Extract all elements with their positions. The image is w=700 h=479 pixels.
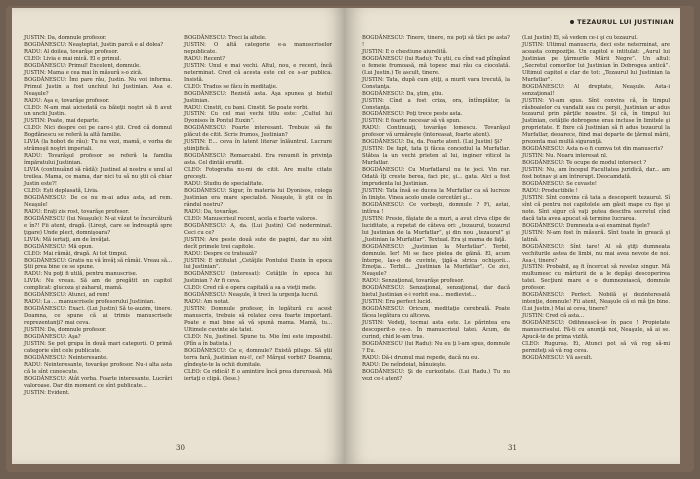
right-column-2 — [522, 35, 670, 362]
dialogue-line: BOGDĂNESCU: Cu Murfatlarul nu te joci. Vin rar. Odată îţi creste berea, faci pic, şi... gata. Alci a fost imprudenta lui Justinian. — [362, 167, 510, 188]
bullet-icon — [570, 20, 574, 24]
dialogue-line: BOGDĂNESCU: Se cuvaste! — [522, 181, 597, 188]
dialogue-line: RADU: Da, tovarăşe. — [184, 208, 239, 215]
dialogue-line: JUSTIN: Da, domnule profesor. — [24, 35, 107, 41]
dialogue-line: BOGDĂNESCU: Primul! Excelent, domnule. — [24, 62, 141, 69]
dialogue-line: JUSTIN: O altă categorie e-a manuscriselor nepublicate. — [184, 41, 332, 55]
dialogue-line: JUSTIN: Vi-am spus. Sînt convins că, în timpul răsboaielor cu vandalii sau cu perşii, Justinian ar adus tezaurul prin părţile noastre. Şi că, în timpul lui Justinian, cetăţile dobrogene erau incluse în limitele şi proprietate. E fixre că Justinian să fi adus tezaurul la Murfatlar, deoarece, fiind mai departe de ţărmul mării, prezenta mai multă siguranţă. — [522, 97, 670, 146]
dialogue-line: BOGDĂNESCU: „Justinian la Murfatlar”. Terbil, domnule. Ier! Mi se face pielea de găină. El, acum înterpe, las-o de cuvinte, ţigă-a strica ochişorii... Emoţia... Terbil... „Justinian la Murfatlar”. Ce zici, Neaşule? — [362, 243, 510, 278]
running-header — [570, 18, 674, 26]
dialogue-line: CLEO: Ruguraș. Ei, Atunci pot să vă rog să-mi permiteţi să vă rog ceva. — [522, 340, 670, 354]
dialogue-line: CLEO: Cred că e opera capitală a sa a vieţii mele. — [184, 285, 317, 292]
dialogue-line: BOGDĂNESCU: Perfect. Nobilă şi dezinteresată intenţie, domnule! Fii atent, Neaşule că ei mă ţin bine. (Lui Justin.) Mai ai ceva, tinere? — [522, 292, 670, 313]
dialogue-line: RADU: Continuaţi, tovarăşe lomescu. Tovarăşul profesor vă urmăreşte (intereasat, foarte atent). — [362, 125, 510, 139]
dialogue-line: JUSTIN: Nu. Noaru interesat nl. — [522, 153, 608, 160]
dialogue-line: RADU: Tovarăşul profesor se referă la familia împăratului Justinian. — [24, 153, 172, 167]
dialogue-line: JUSTIN: Mama e cea mai în măsură s-o zică. — [24, 69, 143, 76]
dialogue-line: BOGDĂNESCU: Neaşule, îi treci la urgenţa lucrul. — [184, 292, 319, 299]
dialogue-line: BOGDĂNESCU: Sînt tare! Al să ştiţi dumneata vechiturile astea de limbi, nu mai avea nevoie de noi. Asa-i, tinere? — [522, 243, 670, 264]
dialogue-line: LIVIA: Mă iertaţi, am de învăţat. — [24, 236, 111, 243]
dialogue-line: CLEO: Ce ridică! E o amintire încă prea dureroasă. Mă iertaţi o clipă. (Iese.) — [184, 368, 332, 382]
dialogue-line: CLEO: Livia e mai mică. El e primul. — [24, 55, 122, 62]
dialogue-line: BOGDĂNESCU: Şi de curiozitate. (Lui Radu.) Tu nu vezi ce-i atent? — [362, 368, 510, 382]
dialogue-line: BOGDĂNESCU: Atunci, ad rem! — [24, 292, 110, 299]
dialogue-line: BOGDĂNESCU: Senzaţional, senzaţional, dar dacă bietul Justinian e-i vorbit esa... medievist... — [362, 285, 510, 299]
dialogue-line: JUSTIN: Cînd a fost criza, ora, întîmplător, la Constanţa. — [362, 97, 510, 111]
dialogue-line: BOGDĂNESCU: Odihnească-se în pace ! Propietate manuscrisului. Fă-ti cu anunţă noi, Neaşule, să ai se. Apucă-te de prima vizită. — [522, 320, 670, 340]
left-page-number: 30 — [176, 444, 185, 452]
dialogue-line: JUSTIN: Tata însă se ducea la Murfatlar ca să lucreze în linişte. Vinea acolo unele cercetări şi... — [362, 187, 510, 201]
dialogue-line: JUSTIN: Vedeţi, tocmai asta este. Le părintea era descoperit-o ce-o. În manuscrisul tatei. Acum, de curind, chid le-am tras. — [362, 320, 510, 340]
dialogue-line: BOGDĂNESCU: Rezistă asta. Aşa spunea şi bietul Justinian. — [184, 90, 332, 104]
dialogue-line: RADU: Aşa e, tovarăşe profesor. — [24, 97, 110, 104]
dialogue-line: BOGDĂNESCU: Neaşteptat, Justin parcă e al dolea? — [24, 41, 164, 48]
dialogue-line: BOGDĂNESCU: Atât vorba. Foarte interesante. Lucrări valoroase. Dar din moment ce sînt publicate... — [24, 375, 172, 389]
dialogue-line: JUSTIN: Da, domnule profesor. — [24, 327, 107, 334]
dialogue-line: CLEO: Tradus se făcu în meditaţie. — [184, 83, 278, 90]
dialogue-line: RADU: Al doilea, tovarăşe profesor. — [24, 48, 119, 55]
dialogue-line: JUSTIN: De fapt, tata ţi făcea concediul la Murfatlar. Stătea la un vechi prieten al lui, inginer viticol la Murfatlar. — [362, 146, 510, 167]
dialogue-line: JUSTIN: Probabil, aş fi încercat să revelez singur. Mă multumesc cu mărturii de a le depăşi descoperirea tatei. Secţiuni mare e o dumnezeiască, domnule profesor. — [522, 264, 670, 292]
dialogue-line: JUSTIN: Poate, mai departe. — [24, 118, 100, 125]
dialogue-line: CLEO: Ești deplasată, Livia. — [24, 187, 99, 194]
dialogue-line: BOGDĂNESCU: Al dreptate, Neaşule. Asta-i senzaţional! — [522, 83, 670, 97]
dialogue-line: BOGDĂNESCU: Vă ascult. — [522, 354, 593, 361]
dialogue-line: BOGDĂNESCU: Remarcabil. Era renumit în privinţa asta. Cel dintâi erudit. — [184, 153, 332, 167]
header-title: TEZAURUL LUI JUSTINIAN — [577, 18, 674, 26]
dialogue-line: JUSTIN: Sînt convins că tata a descoperit tezaurul. Sî sînt că pentru noi capitolele am găsit mape cu fişe şi note. Sînt sigur că vaţi putea descifra secretul cînd dacă tata avea apucat să termine lucrarea. — [522, 194, 670, 222]
dialogue-line: BOGDĂNESCU: Oricum, meditaţie cerebrală. Poate făcea legătura cu altceva. — [362, 306, 510, 320]
dialogue-line: RADU: Erați zis rost, tovarăşe profesor. — [24, 208, 130, 215]
dialogue-line: JUSTIN: E... ceva în latent literar înlăuntrul. Lucrare ştiinţifică. — [184, 139, 332, 153]
dialogue-line: BOGDĂNESCU: Gratis nu vă învăţ să rămâi. Vreau să... Ştii prea bine ce se spune. — [24, 257, 172, 271]
dialogue-line: RADU: Productibile ! — [522, 187, 578, 194]
dialogue-line: BOGDĂNESCU: Exact. (Lui Justin) Să te-auzim, tinere. Doamna, ce spune că ai trimis manuscrisele reprezentanţi? mai ceva. — [24, 306, 172, 327]
dialogue-line: BOGDĂNESCU: Treci la altele. — [184, 35, 267, 41]
right-column-1 — [362, 35, 510, 383]
dialogue-line: RADU: Neinteresante, tovarăşe profesor. Nu-i alta asta că le sînt cunoscute. — [24, 361, 172, 375]
left-page — [12, 8, 346, 464]
dialogue-line: JUSTIN: N-am fost în măsură. Sînt toate în greacă şi latină. — [522, 229, 670, 243]
dialogue-line: BOGDĂNESCU: Aşa? — [24, 333, 81, 340]
dialogue-line: BOGDĂNESCU: Da, ştim, ştiu. — [362, 90, 444, 97]
dialogue-line: RADU: La ... manuscrisele profesorului Justinian. — [24, 299, 155, 306]
dialogue-line: CLEO: Nici despre cei pe care-i ştii. Cred că domnul Bogdănescu se referă la altă familie. — [24, 125, 172, 139]
dialogue-line: BOGDĂNESCU: Tinere, tinere, nu poţi să tăci pe asta? ! — [362, 35, 510, 48]
dialogue-line: BOGDĂNESCU: Neinteresante. — [24, 354, 108, 361]
dialogue-line: JUSTIN: Presie, făşiate de a muri, a avut clrva clipe de luciditate, a repetat de câteva ori: „tezaurul, tezaurul lui Justinian de la Murfatlar”, şi din nou „tezaurul” şi „Justinian la Murfatlar”. Textual. Era şi mama de faţă. — [362, 215, 510, 243]
dialogue-line: CLEO: Fotografia nu-mi de citit. Are multe citate greceşti. — [184, 167, 332, 181]
dialogue-line: BOGDĂNESCU (lui Neaşule): N-ai văzut te încurcătură e în?! Fii atent, dragă. (Lireşt, care se îndreaptă spre ţigare) Unde plect, domnişoara? — [24, 215, 172, 236]
dialogue-line: BOGDĂNESCU: De ce nu m-ai adus asta, ad rem. Neaşule! — [24, 194, 172, 208]
dialogue-line: JUSTIN: E intitulat „Cetăţile Pontului Euxin în epoca lui Justinian”. — [184, 257, 332, 271]
dialogue-line: BOGDĂNESCU: Mă opun. — [24, 243, 94, 250]
dialogue-line: BOGDĂNESCU (lui Radu): Nu eu ţi l-am spus, domnule ? Eu. — [362, 340, 510, 354]
dialogue-line: JUSTIN: Se pot grupa în două mari categorii. O primă categorie sînt cele publicate. — [24, 340, 172, 354]
dialogue-line: JUSTIN: Are peste două sute de pagini, dar nu sînt decît primele trei capitole. — [184, 236, 332, 250]
dialogue-line: RADU: Dă-i drumul mai repede, dacă nu eu. — [362, 354, 480, 361]
dialogue-line: JUSTIN: Nu, am începul Facultatea juridică, dar... am fost botnav şi am întrerupt. Deocamdată. — [522, 167, 670, 181]
dialogue-line: BOGDĂNESCU: Te ocupe de modul intersect ? — [522, 160, 647, 167]
dialogue-line: JUSTIN: Unul e mai vechi. Altul, nou, e recent, încă neterminat. Cred că acesta este cel ce s-ar publica. Insistă. — [184, 62, 332, 83]
dialogue-line: JUSTIN: E foarte necesar să vă spun. — [362, 118, 461, 125]
dialogue-line: BOGDĂNESCU: Da, da. Foarte atent. (Lui Justin) Şi? — [362, 139, 503, 146]
dialogue-line: BOGDĂNESCU: A, da. (Lui Justin) Cel nederminat. Ceci cu ce? — [184, 222, 332, 236]
dialogue-line: JUSTIN: Evident. — [24, 389, 70, 396]
dialogue-line: RADU: Despre ce tratează? — [184, 250, 257, 257]
dialogue-line: RADU: Cinstit, cu bani. Cinstit. Se poate vorbi. — [184, 104, 309, 111]
right-page-number: 31 — [508, 444, 517, 452]
dialogue-line: RADU: De neîndoiat, bănuieşte. — [362, 361, 447, 368]
right-page — [346, 8, 680, 464]
dialogue-line: CLEO: N-am mai aiciedată ca băieţii noştri să fi avut un unchi Justin. — [24, 104, 172, 118]
dialogue-line: CLEO: Mai rămâi, dragă. Ai tot timpul. — [24, 250, 128, 257]
dialogue-line: BOGDĂNESCU: Asta n-o fi cumva tot din manuscris? — [522, 146, 664, 153]
dialogue-line: JUSTIN: Domnule profesor, în legătură cu acest manuscris, trebuie să relatez ceva foarte important. Poate e mai bine să vă spună mama. Mamă, tu... Ultimele cuvinte ale tatei. — [184, 306, 332, 334]
dialogue-line: RADU: Nu poţi fi utilă, pentru manuscrise. — [24, 271, 138, 278]
dialogue-line: BOGDĂNESCU: Dumneata a-ai examinat fişele? — [522, 222, 650, 229]
dialogue-line: RADU: Senzaţional, tovarăşe profesor. — [362, 278, 465, 285]
dialogue-line: BOGDĂNESCU: Foarte interesant. Trebuie să fie plăcut de citit. Scris frumos, Justinian? — [184, 125, 332, 139]
dialogue-line: JUSTIN: Ultimul manuscris, deci este neterminat, are aceasta compoziţie. Un capitol e intitulat: „Aurul lui Justinian pe ţărmurile Mării Negre”. Un altul: „Secretul comorilor lui Justinian în Dobrogea antică”. Ultimul capitol e clar de tot: „Tezaurul lui Justinian la Murfatlar”. — [522, 41, 670, 83]
dialogue-line: RADU: Recent? — [184, 55, 226, 62]
dialogue-line: BOGDĂNESCU: Ce vorbeşti, domnule ? Fi, astai, intîrea ! — [362, 201, 510, 215]
dialogue-line: CLEO: Nu, Justinel. Spune tu. Mie îmi este imposibil. (Plîn a în batista.) — [184, 333, 332, 347]
dialogue-line: CLEO: Manuscrisul recent, acela e foarte valoros. — [184, 215, 318, 222]
dialogue-line: BOGDĂNESCU: Poţi trece peste asta. — [362, 111, 463, 118]
dialogue-line: JUSTIN: Cu cel mai vechi titlu este: „Cultul lui Dyonisos în Pontul Euxin”. — [184, 111, 332, 125]
dialogue-line: BOGDĂNESCU: Ce e, domnule? Există pilugo. Să ştii terra fară, Justinian nu-i!, ce? Mărşul vorbit? Doamna, gîndeşte-te la ochii dumitale. — [184, 347, 332, 368]
dialogue-line: RADU: Studiu de specialitate. — [184, 181, 264, 188]
dialogue-line: JUSTIN: E o chestiune aiurelită. — [362, 48, 448, 55]
dialogue-line: LIVIA (continuând să râdă): Justinel al nostru e unul al treilea. Mama, ce mama, dar nici tu să nu ştii că chiar Justin este?! — [24, 167, 172, 188]
dialogue-line: BOGDĂNESCU (lui Radu): Tu ştii, cu cînd vad plîngând o femeie frumoasă, mă topesc mai rău ca ciocolată. (Lui Justin.) Te ascult, tinere. — [362, 55, 511, 76]
dialogue-line: JUSTIN: Era perfect lucid. — [362, 299, 433, 306]
dialogue-line: JUSTIN: Cred că asta... — [522, 313, 585, 320]
dialogue-line: LIVIA: Nu vreau. Să am de pregătit un capitol complicat: glucoza şi zaharul, mamă. — [24, 278, 172, 292]
left-column-2 — [184, 35, 332, 383]
left-column-1 — [24, 35, 172, 397]
dialogue-line: BOGDĂNESCU: Sigur, în materia lui Dyonisos, colega Justinian era mare specialist. Neaşule, îi ştii ce în rândul nostru? — [184, 187, 332, 208]
dialogue-line: JUSTIN: Tata, după cum ştiţi, a murit vara trecută, la Constanţa. — [362, 76, 510, 90]
dialogue-line: (Lui Justin) El, să vedem ce-i şi cu tezaurul. — [522, 35, 638, 41]
dialogue-line: BOGDĂNESCU: Îmi pare rău, Justin. Nu voi informa. Primul Justin a fost unchiul lui Justinian. Asa e. Neaşule? — [24, 76, 172, 97]
dialogue-line: BOGDĂNESCU (interesat): Cetăţile în epoca lui Justinian ? Ar fi ceva. — [184, 271, 332, 285]
dialogue-line: LIVIA (la hobot de rău): Tu nu vezi, mamă, e vorba de strămoşii noştri imperiali. — [24, 139, 172, 153]
dialogue-line: RADU: Am notat. — [184, 299, 230, 306]
